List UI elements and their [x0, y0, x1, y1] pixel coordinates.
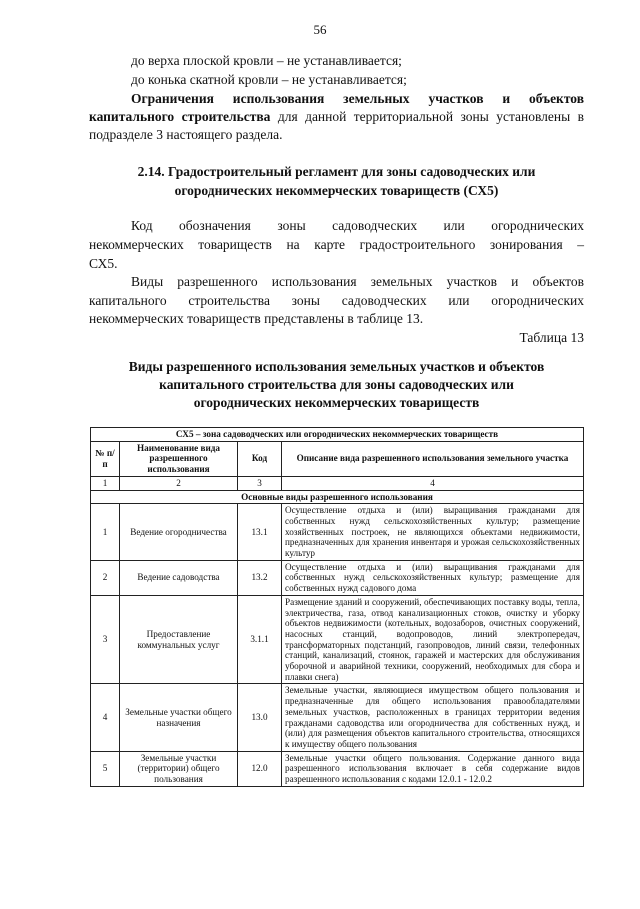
zone-header-cell: СХ5 – зона садоводческих или огороднических некоммерческих товариществ: [91, 428, 584, 442]
header-desc: Описание вида разрешенного использования земельного участка: [282, 441, 584, 476]
row-name: Ведение огородничества: [120, 504, 238, 561]
intro-line-2: до конька скатной кровли – не устанавливается;: [131, 72, 407, 87]
row-code: 12.0: [238, 751, 282, 786]
column-number-row: [91, 476, 584, 490]
row-code: 3.1.1: [238, 595, 282, 684]
column-number: 1: [91, 476, 120, 490]
table-row: [91, 684, 584, 751]
row-desc: Размещение зданий и сооружений, обеспечивающих поставку воды, тепла, электричества, газа, отвод канализационных стоков, очистку и уборку объектов недвижимости (котельных, водозаборов, очистных сооружений, насосных станций, водопроводов, линий электропередач, трансформаторных подстанций, газопроводов, линий связи, телефонных станций, канализаций, стоянок, гаражей и мастерских для обслуживания уборочной и аварийной техники, сооружений, необходимых для сбора и плавки снега): [282, 595, 584, 684]
page-number: 56: [313, 22, 327, 37]
row-num: 2: [91, 560, 120, 595]
row-desc: Осуществление отдыха и (или) выращивания гражданами для собственных нужд сельскохозяйственных культур; размещение для собственных нужд садового дома: [282, 560, 584, 595]
permitted-use-table: [90, 427, 584, 787]
table-title-line-1: Виды разрешенного использования земельных участков и объектов: [128, 359, 545, 374]
column-header-row: [91, 441, 584, 476]
para2-line-1: Виды разрешенного использования земельных участков и объектов: [131, 274, 584, 289]
row-num: 5: [91, 751, 120, 786]
table-row: [91, 504, 584, 561]
row-name: Земельные участки общего назначения: [120, 684, 238, 751]
table-row: [91, 595, 584, 684]
header-name: Наименование вида разрешенного использования: [120, 441, 238, 476]
row-num: 1: [91, 504, 120, 561]
table-row: [91, 751, 584, 786]
header-code: Код: [238, 441, 282, 476]
table-row: [91, 560, 584, 595]
main-types-label: Основные виды разрешенного использования: [91, 490, 584, 504]
row-name: Ведение садоводства: [120, 560, 238, 595]
limits-bold-text: Ограничения использования земельных участков и объектов капитального строительства: [89, 91, 584, 124]
row-name: Земельные участки (территории) общего пользования: [120, 751, 238, 786]
table-title-line-3: огороднических некоммерческих товариществ: [193, 395, 480, 410]
para2-line-3: некоммерческих товариществ представлены в таблице 13.: [89, 311, 424, 326]
limits-rest-text: для данной территориальной зоны установлены в подразделе 3 настоящего раздела.: [89, 109, 584, 142]
header-num: № п/п: [91, 441, 120, 476]
intro-line-1: до верха плоской кровли – не устанавливается;: [131, 53, 402, 68]
row-code: 13.1: [238, 504, 282, 561]
para1-line-1: Код обозначения зоны садоводческих или огороднических: [131, 218, 584, 233]
zone-header-row: [91, 428, 584, 442]
para2-line-2: капитального строительства зоны садоводческих или огороднических: [89, 293, 584, 308]
table-title-line-2: капитального строительства для зоны садоводческих или: [159, 377, 514, 392]
row-code: 13.2: [238, 560, 282, 595]
main-types-row: [91, 490, 584, 504]
column-number: 4: [282, 476, 584, 490]
row-desc: Осуществление отдыха и (или) выращивания гражданами для собственных нужд сельскохозяйственных культур; размещение хозяйственных построек, не являющихся объектами недвижимости, предназначенных для хранения инвентаря и урожая сельскохозяйственных культур: [282, 504, 584, 561]
row-num: 4: [91, 684, 120, 751]
section-heading-line-1: 2.14. Градостроительный регламент для зоны садоводческих или: [137, 164, 536, 179]
table-label: Таблица 13: [519, 330, 584, 345]
row-num: 3: [91, 595, 120, 684]
row-desc: Земельные участки, являющиеся имуществом общего пользования и предназначенные для общего использования правообладателями земельных участков, расположенных в границах территории ведения гражданами садоводства или огородничества для собственных нужд, и (или) для размещения объектов капитального строительства, относящихся к имуществу общего пользования: [282, 684, 584, 751]
column-number: 2: [120, 476, 238, 490]
para1-line-2: некоммерческих товариществ на карте градостроительного зонирования –: [89, 237, 584, 252]
row-code: 13.0: [238, 684, 282, 751]
row-name: Предоставление коммунальных услуг: [120, 595, 238, 684]
limits-paragraph: [89, 90, 584, 144]
section-heading-line-2: огороднических некоммерческих товариществ (СХ5): [174, 183, 499, 198]
column-number: 3: [238, 476, 282, 490]
row-desc: Земельные участки общего пользования. Содержание данного вида разрешенного использования включает в себя содержание видов разрешенного использования с кодами 12.0.1 - 12.0.2: [282, 751, 584, 786]
para1-line-3: СХ5.: [89, 256, 118, 271]
